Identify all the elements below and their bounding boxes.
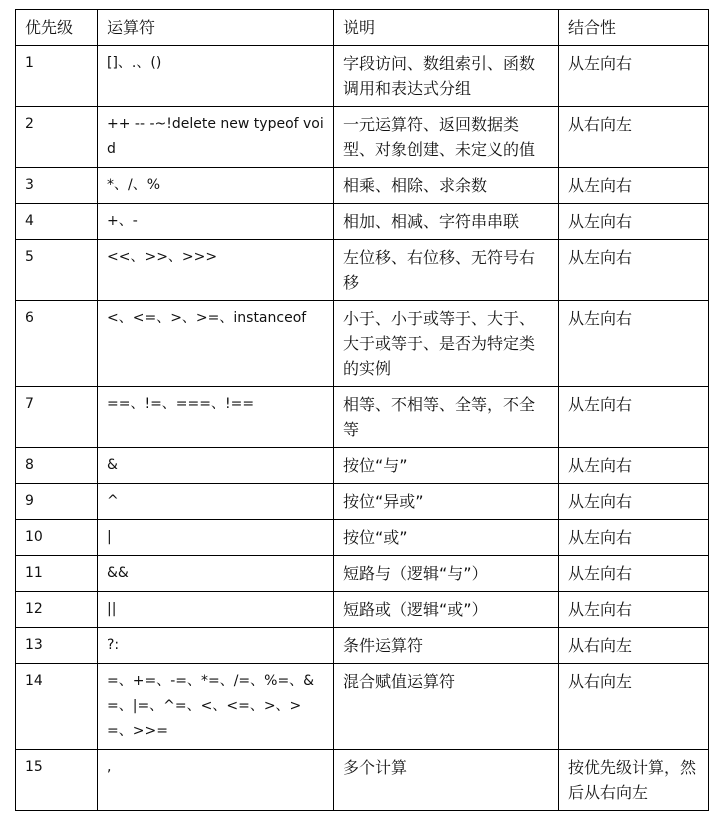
operator-cell: && (98, 556, 334, 592)
table-header (16, 10, 709, 46)
level-cell: 5 (16, 240, 98, 301)
level-cell: 15 (16, 750, 98, 811)
level-cell: 11 (16, 556, 98, 592)
table-row (16, 520, 709, 556)
level-cell: 13 (16, 628, 98, 664)
description-cell: 相等、不相等、全等，不全等 (334, 387, 559, 448)
header-level: 优先级 (16, 10, 98, 46)
associativity-cell: 从左向右 (559, 301, 709, 387)
associativity-cell: 从左向右 (559, 168, 709, 204)
associativity-cell: 从左向右 (559, 592, 709, 628)
description-cell: 一元运算符、返回数据类型、对象创建、未定义的值 (334, 107, 559, 168)
header-row (16, 10, 709, 46)
description-cell: 混合赋值运算符 (334, 664, 559, 750)
table-row (16, 628, 709, 664)
header-description: 说明 (334, 10, 559, 46)
description-cell: 相乘、相除、求余数 (334, 168, 559, 204)
table-row (16, 301, 709, 387)
level-cell: 1 (16, 46, 98, 107)
operator-cell: +、- (98, 204, 334, 240)
description-cell: 左位移、右位移、无符号右移 (334, 240, 559, 301)
level-cell: 8 (16, 448, 98, 484)
operator-cell: ?: (98, 628, 334, 664)
level-cell: 7 (16, 387, 98, 448)
table-row (16, 750, 709, 811)
description-cell: 字段访问、数组索引、函数调用和表达式分组 (334, 46, 559, 107)
associativity-cell: 从左向右 (559, 46, 709, 107)
associativity-cell: 从右向左 (559, 107, 709, 168)
level-cell: 4 (16, 204, 98, 240)
table-row (16, 592, 709, 628)
operator-cell: []、.、() (98, 46, 334, 107)
associativity-cell: 从左向右 (559, 448, 709, 484)
level-cell: 10 (16, 520, 98, 556)
table-row (16, 556, 709, 592)
table-row (16, 448, 709, 484)
associativity-cell: 从右向左 (559, 628, 709, 664)
table-row (16, 204, 709, 240)
description-cell: 条件运算符 (334, 628, 559, 664)
table-row (16, 240, 709, 301)
operator-cell: =、+=、-=、*=、/=、%=、&=、|=、^=、<、<=、>、>=、>>= (98, 664, 334, 750)
level-cell: 12 (16, 592, 98, 628)
table-row (16, 107, 709, 168)
description-cell: 多个计算 (334, 750, 559, 811)
table-body (16, 46, 709, 811)
associativity-cell: 从右向左 (559, 664, 709, 750)
operator-cell: | (98, 520, 334, 556)
level-cell: 6 (16, 301, 98, 387)
description-cell: 按位“与” (334, 448, 559, 484)
associativity-cell: 从左向右 (559, 204, 709, 240)
associativity-cell: 从左向右 (559, 556, 709, 592)
table-row (16, 387, 709, 448)
operator-cell: <、<=、>、>=、instanceof (98, 301, 334, 387)
operator-cell: ++ -- -~!delete new typeof void (98, 107, 334, 168)
associativity-cell: 从左向右 (559, 387, 709, 448)
associativity-cell: 从左向右 (559, 240, 709, 301)
operator-cell: , (98, 750, 334, 811)
table-row (16, 168, 709, 204)
operator-cell: ^ (98, 484, 334, 520)
operator-cell: *、/、% (98, 168, 334, 204)
level-cell: 3 (16, 168, 98, 204)
level-cell: 9 (16, 484, 98, 520)
header-operator: 运算符 (98, 10, 334, 46)
operator-cell: <<、>>、>>> (98, 240, 334, 301)
description-cell: 按位“异或” (334, 484, 559, 520)
table-row (16, 664, 709, 750)
description-cell: 短路与（逻辑“与”） (334, 556, 559, 592)
table-row (16, 484, 709, 520)
operator-precedence-table (15, 9, 709, 811)
description-cell: 小于、小于或等于、大于、大于或等于、是否为特定类的实例 (334, 301, 559, 387)
level-cell: 14 (16, 664, 98, 750)
operator-cell: & (98, 448, 334, 484)
table-row (16, 46, 709, 107)
operator-cell: || (98, 592, 334, 628)
description-cell: 按位“或” (334, 520, 559, 556)
header-associativity: 结合性 (559, 10, 709, 46)
description-cell: 短路或（逻辑“或”） (334, 592, 559, 628)
associativity-cell: 从左向右 (559, 520, 709, 556)
associativity-cell: 从左向右 (559, 484, 709, 520)
associativity-cell: 按优先级计算，然后从右向左 (559, 750, 709, 811)
description-cell: 相加、相减、字符串串联 (334, 204, 559, 240)
operator-cell: ==、!=、===、!== (98, 387, 334, 448)
level-cell: 2 (16, 107, 98, 168)
